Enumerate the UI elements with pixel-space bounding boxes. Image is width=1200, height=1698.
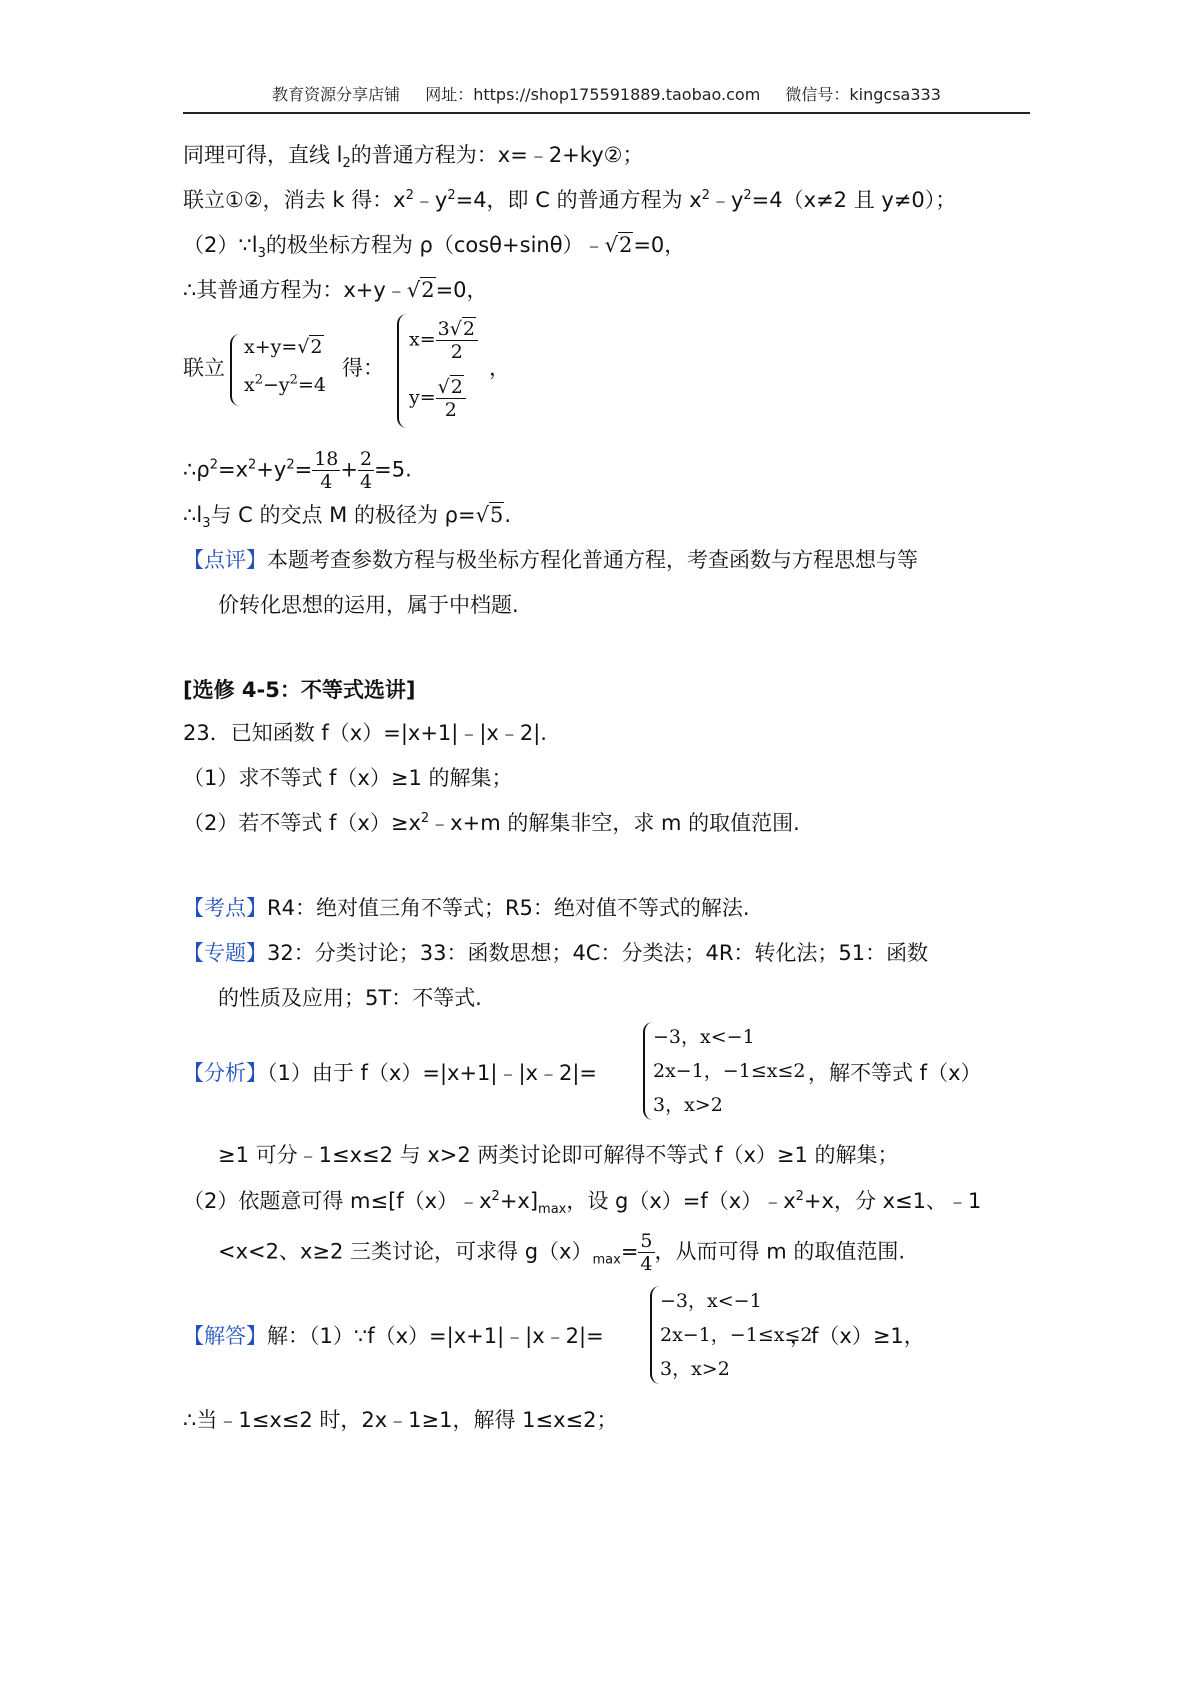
comment-tag: 【点评】: [183, 548, 267, 572]
text-line: 同理可得，直线 $l_2$的普通方程为：x=﹣2+ky②；: [183, 143, 644, 172]
section-title: [选修 4-5：不等式选讲]: [183, 678, 416, 702]
text-line: ，解不等式 f（x）: [808, 1061, 982, 1085]
piecewise-function: −3，x<−1 2x−1，−1≤x≤2 3，x>2: [650, 1282, 770, 1388]
jieda-tag: 【解答】: [183, 1324, 267, 1348]
question-line: （1）求不等式 f（x）≥1 的解集；: [183, 766, 513, 790]
text-line: ∴当﹣1≤x≤2 时，2x﹣1≥1，解得 1≤x≤2；: [183, 1408, 618, 1432]
text-line: 的性质及应用；5T：不等式.: [218, 986, 482, 1010]
text-line: ，f（x）≥1，: [790, 1324, 925, 1348]
text-line: $(2)\because l_3$的极坐标方程为 ρ（cosθ+sinθ）﹣√2=0，: [183, 233, 686, 262]
kaodian-tag: 【考点】: [183, 896, 267, 920]
equation-system: x= $\frac{3√2}{2}$ y= $\frac{√2}{2}$: [397, 310, 487, 432]
text-line: ，: [489, 356, 510, 380]
sqrt: √2: [604, 233, 633, 257]
text-line: $\therefore l_3$与 C 的交点 M 的极径为 ρ=√5.: [183, 503, 512, 532]
header-url: 网址：https://shop175591889.taobao.com: [425, 85, 761, 104]
text-line: 得：: [342, 356, 384, 380]
text-line: 联立: [183, 356, 225, 380]
fenxi-line: 【分析】（1）由于 f（x）=|x+1|﹣|x﹣2|=: [183, 1061, 598, 1085]
text-line: <x<2、x≥2 三类讨论，可求得 $g(x)_{max}=$ $\frac{5}{4}$ ，从而可得 m 的取值范围.: [218, 1230, 905, 1275]
text-line: ≥1 可分﹣1≤x≤2 与 x>2 两类讨论即可解得不等式 f（x）≥1 的解集；: [218, 1143, 899, 1167]
text-line: （2）依题意可得 $m\le[f(x)﹣x^2+x]_{max}$，设 $g(x)=f(x)﹣x^2+x$，分 x≤1、﹣1: [183, 1189, 982, 1218]
zhuanti-line: 【专题】32：分类讨论；33：函数思想；4C：分类法；4R：转化法；51：函数: [183, 941, 929, 965]
jieda-line: 【解答】解：（1）∵f（x）=|x+1|﹣|x﹣2|=: [183, 1324, 604, 1348]
question-line: 23．已知函数 f（x）=|x+1|﹣|x﹣2|.: [183, 721, 547, 745]
kaodian-line: 【考点】R4：绝对值三角不等式；R5：绝对值不等式的解法.: [183, 896, 750, 920]
page-header: [183, 84, 1030, 114]
piecewise-function: −3，x<−1 2x−1，−1≤x≤2 3，x>2: [643, 1018, 763, 1124]
sqrt: √5: [475, 503, 504, 527]
text-line: 联立①②，消去 k 得：$x^2﹣y^2=4$，即 C 的普通方程为 $x^2﹣y^2=4(x\ne 2$ 且 y≠0）；: [183, 188, 957, 212]
text-line: 价转化思想的运用，属于中档题.: [218, 593, 519, 617]
text-line: ∴其普通方程为：x+y﹣√2=0，: [183, 278, 488, 302]
zhuanti-tag: 【专题】: [183, 941, 267, 965]
equation-system: x+y=√2 $x^2-y^2=4$: [230, 330, 340, 410]
header-wechat: 微信号：kingcsa333: [785, 85, 941, 104]
fenxi-tag: 【分析】: [183, 1061, 267, 1085]
sqrt: √2: [406, 278, 435, 302]
text-line: $\therefore\rho^2=x^2+y^2=$ $\frac{18}{4}$ + $\frac{2}{4}$ =5.: [183, 448, 412, 493]
question-line: （2）若不等式 $f(x)\ge x^2﹣x+m$ 的解集非空，求 m 的取值范围.: [183, 811, 800, 835]
comment-line: 【点评】本题考查参数方程与极坐标方程化普通方程，考查函数与方程思想与等: [183, 548, 918, 572]
header-shop: 教育资源分享店铺: [272, 85, 401, 104]
